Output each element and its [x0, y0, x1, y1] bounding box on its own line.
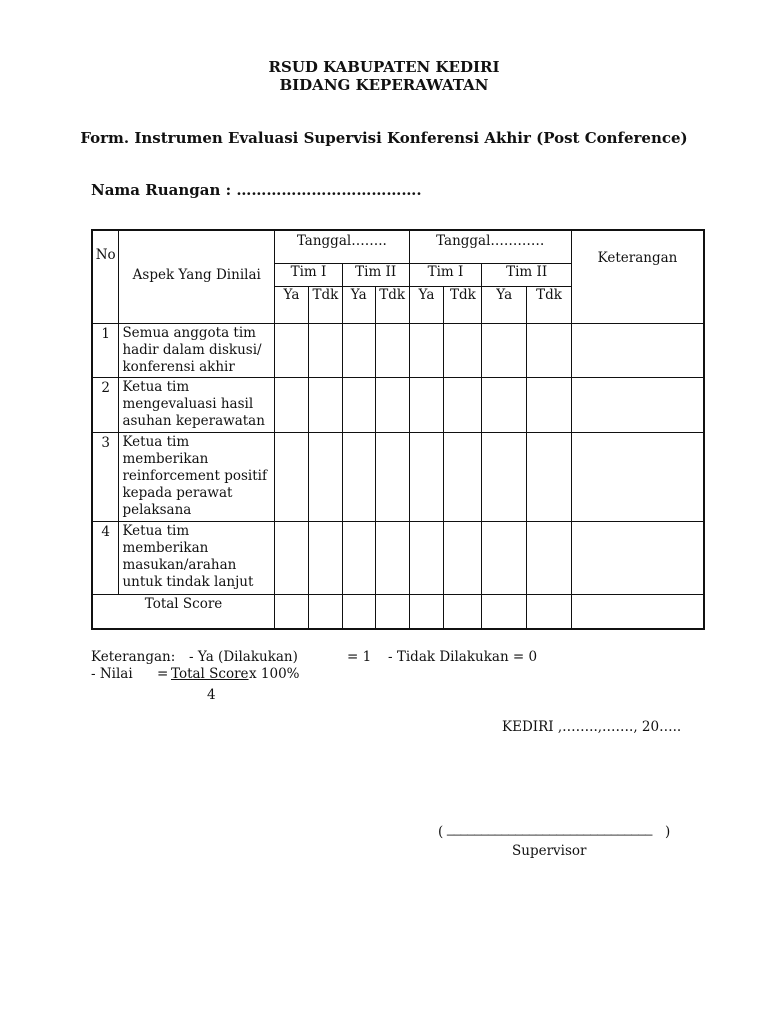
- check-cell: [527, 594, 572, 629]
- header-ya: Ya: [409, 286, 444, 323]
- check-cell: [375, 594, 409, 629]
- header-tim-1b: Tim I: [409, 263, 482, 286]
- check-cell: [444, 521, 482, 594]
- check-cell: [409, 432, 444, 521]
- check-cell: [342, 377, 375, 432]
- check-cell: [527, 521, 572, 594]
- total-score-row: [92, 594, 704, 629]
- check-cell: [342, 323, 375, 377]
- check-cell: [375, 377, 409, 432]
- header-tim-2a: Tim II: [342, 263, 409, 286]
- check-cell: [482, 432, 527, 521]
- table-row: [92, 432, 704, 521]
- ya-legend: - Ya (Dilakukan): [189, 649, 298, 665]
- header-no: No: [92, 230, 119, 323]
- nilai-numerator: Total Score: [171, 666, 249, 682]
- header-ya: Ya: [275, 286, 309, 323]
- keterangan-cell: [571, 377, 704, 432]
- tidak-legend: - Tidak Dilakukan = 0: [388, 649, 538, 665]
- check-cell: [409, 521, 444, 594]
- ya-value: = 1: [347, 649, 372, 665]
- signature-line: ______________________________: [447, 821, 652, 836]
- header-tim-1a: Tim I: [275, 263, 343, 286]
- check-cell: [275, 594, 309, 629]
- header-ya: Ya: [342, 286, 375, 323]
- check-cell: [308, 521, 342, 594]
- header-tanggal-2: Tanggal…………: [409, 230, 571, 263]
- table-row: [92, 377, 704, 432]
- row-no: 1: [92, 323, 119, 377]
- header-ya: Ya: [482, 286, 527, 323]
- nilai-label: - Nilai: [91, 666, 133, 682]
- table-row: [92, 323, 704, 377]
- table-row: [92, 521, 704, 594]
- check-cell: [308, 323, 342, 377]
- header-tanggal-1: Tanggal……..: [275, 230, 410, 263]
- header-tim-2b: Tim II: [482, 263, 572, 286]
- check-cell: [482, 323, 527, 377]
- check-cell: [482, 594, 527, 629]
- check-cell: [275, 377, 309, 432]
- evaluation-table: [91, 229, 705, 630]
- header-tdk: Tdk: [375, 286, 409, 323]
- keterangan-cell: [571, 594, 704, 629]
- check-cell: [375, 323, 409, 377]
- nilai-suffix: x 100%: [249, 666, 300, 682]
- check-cell: [375, 521, 409, 594]
- check-cell: [275, 521, 309, 594]
- row-aspek: Ketua tim memberikan masukan/arahan untuk tindak lanjut: [119, 521, 275, 594]
- check-cell: [527, 323, 572, 377]
- check-cell: [342, 432, 375, 521]
- form-title: Form. Instrumen Evaluasi Supervisi Konferensi Akhir (Post Conference): [80, 129, 688, 147]
- check-cell: [527, 432, 572, 521]
- row-no: 3: [92, 432, 119, 521]
- check-cell: [342, 594, 375, 629]
- check-cell: [275, 432, 309, 521]
- close-paren: ): [665, 824, 671, 840]
- check-cell: [482, 521, 527, 594]
- row-aspek: Ketua tim mengevaluasi hasil asuhan keperawatan: [119, 377, 275, 432]
- check-cell: [409, 323, 444, 377]
- check-cell: [444, 377, 482, 432]
- open-paren: (: [438, 824, 444, 840]
- check-cell: [342, 521, 375, 594]
- nilai-denominator: 4: [207, 687, 216, 703]
- row-no: 2: [92, 377, 119, 432]
- nama-ruangan-field: Nama Ruangan : ……………………………….: [91, 181, 422, 199]
- supervisor-label: Supervisor: [512, 843, 587, 859]
- total-score-label: Total Score: [92, 594, 275, 629]
- check-cell: [308, 432, 342, 521]
- check-cell: [482, 377, 527, 432]
- department-title: BIDANG KEPERAWATAN: [279, 76, 489, 94]
- check-cell: [308, 377, 342, 432]
- check-cell: [527, 377, 572, 432]
- header-tdk: Tdk: [444, 286, 482, 323]
- check-cell: [275, 323, 309, 377]
- check-cell: [409, 594, 444, 629]
- institution-title: RSUD KABUPATEN KEDIRI: [268, 58, 500, 76]
- check-cell: [444, 323, 482, 377]
- keterangan-cell: [571, 323, 704, 377]
- place-date: KEDIRI ,……..,……., 20…..: [502, 719, 682, 735]
- check-cell: [444, 432, 482, 521]
- keterangan-label: Keterangan:: [91, 649, 176, 665]
- keterangan-cell: [571, 432, 704, 521]
- row-no: 4: [92, 521, 119, 594]
- header-tdk: Tdk: [308, 286, 342, 323]
- check-cell: [375, 432, 409, 521]
- nilai-eq: =: [157, 666, 169, 682]
- keterangan-cell: [571, 521, 704, 594]
- check-cell: [308, 594, 342, 629]
- check-cell: [409, 377, 444, 432]
- check-cell: [444, 594, 482, 629]
- header-aspek: Aspek Yang Dinilai: [119, 230, 275, 323]
- header-tdk: Tdk: [527, 286, 572, 323]
- header-keterangan: Keterangan: [571, 230, 704, 323]
- row-aspek: Semua anggota tim hadir dalam diskusi/ konferensi akhir: [119, 323, 275, 377]
- row-aspek: Ketua tim memberikan reinforcement positif kepada perawat pelaksana: [119, 432, 275, 521]
